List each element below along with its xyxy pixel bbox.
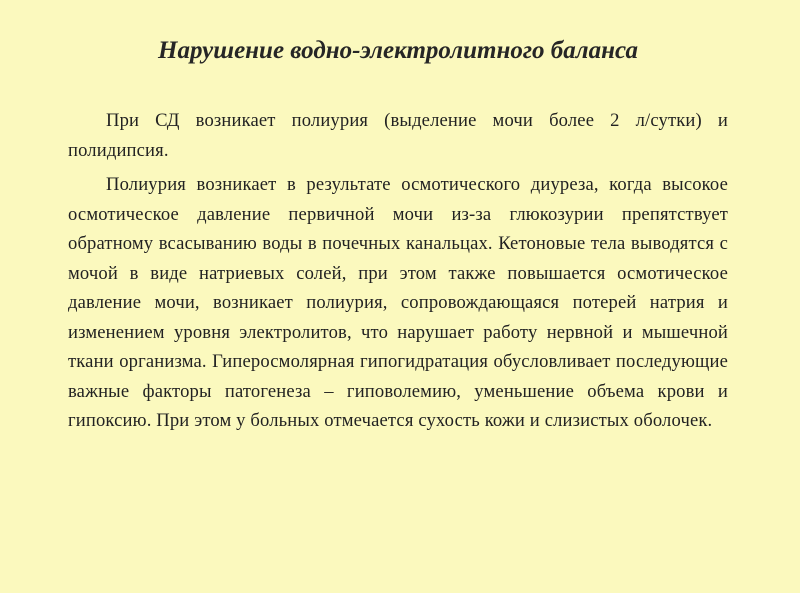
slide-title: Нарушение водно-электролитного баланса	[158, 37, 638, 64]
paragraph-intro: При СД возникает полиурия (выделение мочи более 2 л/сутки) и полидипсия.	[68, 110, 728, 161]
paragraph-polyuria: Полиурия возникает в результате осмотического диуреза, когда высокое осмотическое давление первичной мочи из-за глюкозурии препятствует обратному всасыванию воды в почечных канальцах. Кетоновые тела выводятся с мочой в виде натриевых солей, при этом также повышается осмотическое давление мочи, возникает полиурия, сопровождающаяся потерей натрия и изменением уровня электролитов, что нарушает работу нервной и мышечной ткани организма. Гиперосмолярная гипогидратация обусловливает последующие важные факторы патогенеза – гиповолемию, уменьшение объема крови и гипоксию. При этом у больных отмечается сухость кожи и слизистых оболочек.	[68, 174, 728, 431]
